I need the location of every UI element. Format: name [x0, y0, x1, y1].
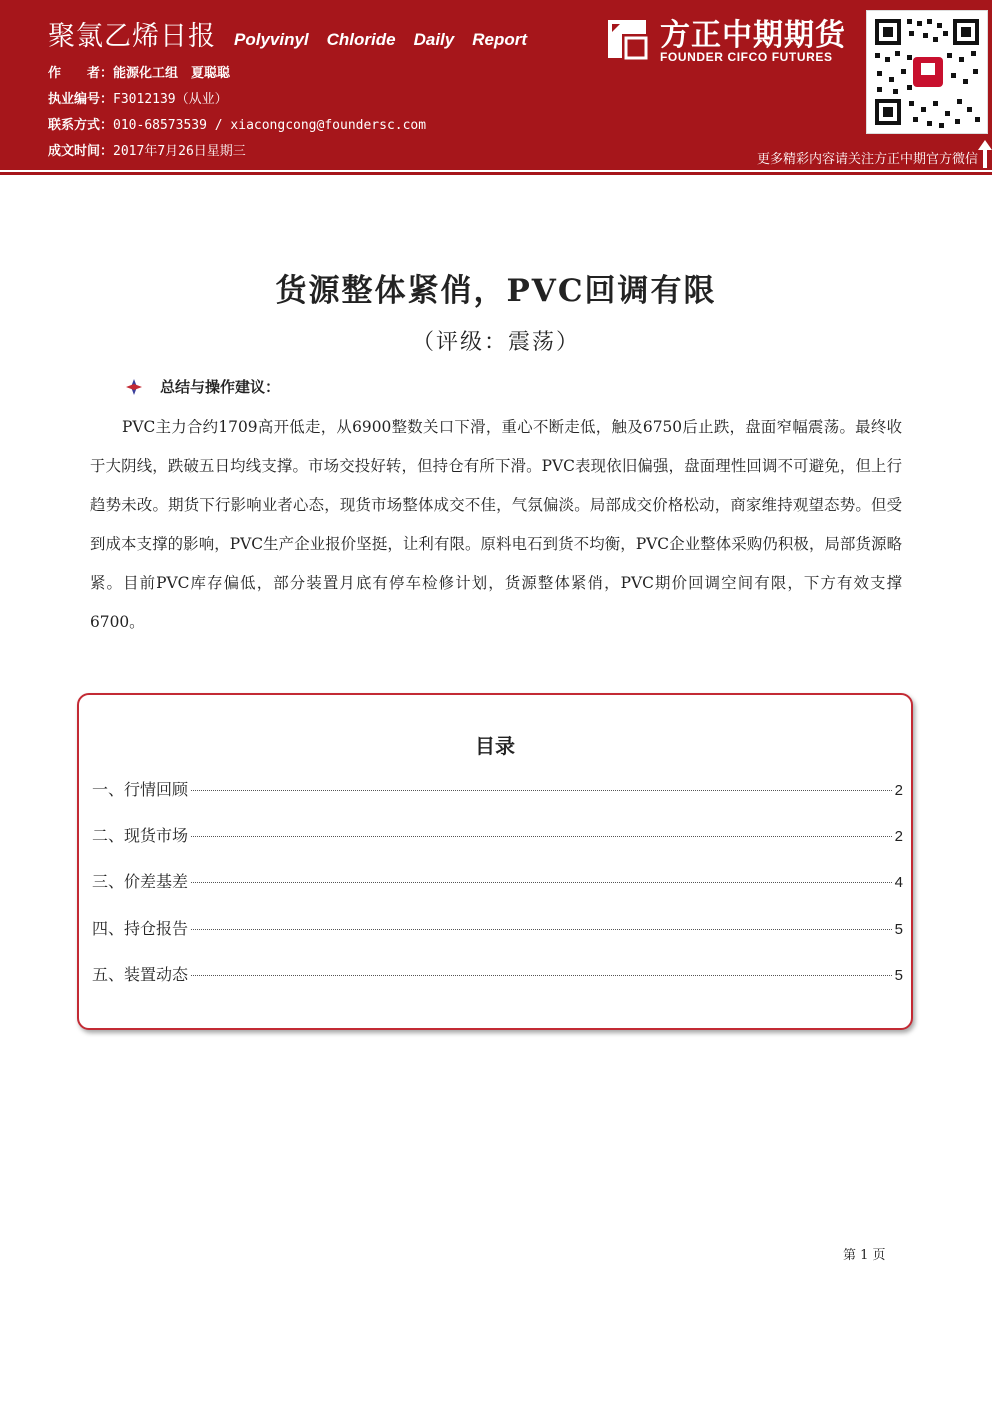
report-series-en-word: Daily: [413, 30, 455, 49]
diamond-bullet-icon: [126, 379, 142, 395]
author-line: [48, 62, 230, 81]
date-line: [48, 140, 246, 159]
summary-heading-row: [126, 376, 280, 397]
report-series-en-word: Polyvinyl: [234, 30, 309, 49]
page-number: 第 1 页: [843, 1248, 886, 1263]
wechat-qr-code-icon: [866, 10, 988, 134]
toc-entry-label: 四、持仓报告: [92, 919, 189, 938]
toc-entry-label: 五、装置动态: [92, 965, 189, 984]
logo-company-name-en: FOUNDER CIFCO FUTURES: [660, 50, 833, 64]
toc-leader-dots: [191, 882, 892, 883]
toc-entry-page: 4: [894, 874, 903, 891]
report-series-title: 聚氯乙烯日报: [48, 21, 216, 52]
toc-entry-page: 2: [894, 782, 903, 799]
summary-paragraph: PVC主力合约1709高开低走，从6900整数关口下滑，重心不断走低，触及6750后止跌，盘面窄幅震荡。最终收于大阴线，跌破五日均线支撑。市场交投好转，但持仓有所下滑。PVC表现依旧偏强，盘面理性回调不可避免，但上行趋势未改。期货下行影响业者心态，现货市场整体成交不佳，气氛偏淡。局部成交价格松动，商家维持观望态势。但受到成本支撑的影响，PVC生产企业报价坚挺，让利有限。原料电石到货不均衡，PVC企业整体采购仍积极，局部货源略紧。目前PVC库存偏低，部分装置月底有停车检修计划，货源整体紧俏，PVC期价回调空间有限，下方有效支撑6700。: [90, 418, 902, 631]
meta-key: 作 者：: [48, 66, 114, 81]
toc-entry[interactable]: [92, 777, 903, 800]
toc-leader-dots: [191, 975, 892, 976]
toc-leader-dots: [191, 929, 892, 930]
toc-entry-page: 5: [894, 921, 903, 938]
meta-key: 成文时间：: [48, 144, 114, 159]
toc-leader-dots: [191, 790, 892, 791]
founder-logo-icon: [604, 16, 650, 62]
toc-entry[interactable]: [92, 869, 903, 892]
summary-heading: 总结与操作建议：: [160, 378, 281, 396]
header-title-row: [48, 14, 527, 53]
toc-title: 目录: [475, 734, 515, 758]
toc-leader-dots: [191, 836, 892, 837]
header-divider: [0, 172, 992, 175]
license-line: [48, 88, 228, 107]
toc-entry[interactable]: [92, 962, 903, 985]
report-series-en-word: Report: [472, 30, 528, 49]
follow-wechat-text: 更多精彩内容请关注方正中期官方微信: [756, 152, 978, 167]
toc-entry[interactable]: [92, 916, 903, 939]
meta-value: 2017年7月26日星期三: [113, 144, 246, 159]
report-header: [0, 0, 992, 170]
toc-entry-page: 5: [894, 967, 903, 984]
report-title: 货源整体紧俏，PVC回调有限: [275, 273, 717, 309]
toc-entry-label: 一、行情回顾: [92, 780, 189, 799]
report-series-en-word: Chloride: [326, 30, 396, 49]
toc-entry-label: 二、现货市场: [92, 826, 189, 845]
meta-value: 010-68573539 / xiacongcong@foundersc.com: [113, 118, 427, 133]
meta-value: 能源化工组 夏聪聪: [113, 66, 231, 81]
logo-company-name: 方正中期期货: [660, 18, 846, 53]
meta-value: F3012139（从业）: [113, 92, 228, 107]
meta-key: 执业编号：: [48, 92, 114, 107]
arrow-up-icon: [978, 140, 992, 168]
contact-line: [48, 114, 426, 133]
toc-entry-label: 三、价差基差: [92, 872, 189, 891]
report-rating: （评级：震荡）: [411, 330, 580, 355]
toc-entry-page: 2: [894, 828, 903, 845]
toc-entry[interactable]: [92, 823, 903, 846]
table-of-contents: [77, 693, 913, 1030]
meta-key: 联系方式：: [48, 118, 114, 133]
